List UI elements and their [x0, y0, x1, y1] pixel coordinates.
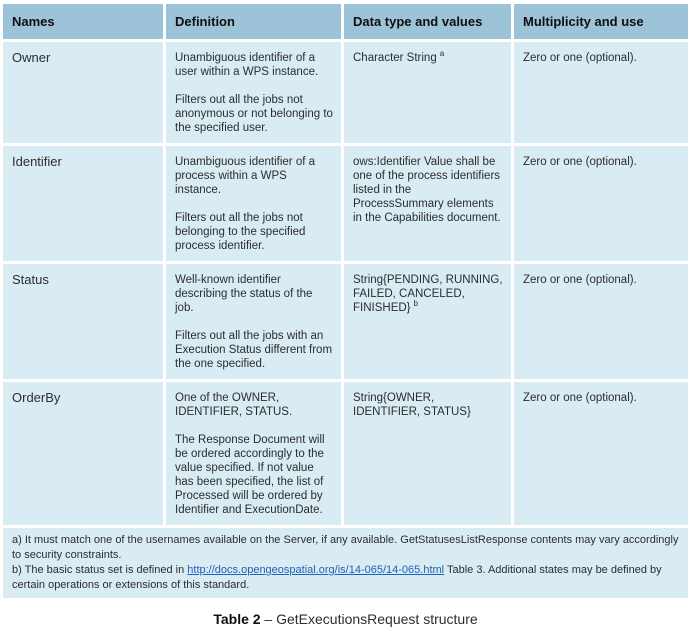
definition-paragraph: Filters out all the jobs with an Execution Status different from the one specified. — [175, 330, 333, 370]
definition-paragraph: Well-known identifier describing the status of the job. — [175, 274, 313, 314]
footnote-row — [3, 528, 688, 598]
datatype-text: String{PENDING, RUNNING, FAILED, CANCELED, FINISHED} — [353, 274, 503, 314]
definition-paragraph: Filters out all the jobs not belonging to the specified process identifier. — [175, 212, 306, 252]
column-header-definition: Definition — [166, 4, 341, 39]
cell-name: Status — [3, 264, 163, 379]
table-row — [3, 264, 688, 379]
cell-multiplicity: Zero or one (optional). — [514, 382, 688, 525]
cell-definition — [166, 42, 341, 143]
footnote-a: a) It must match one of the usernames available on the Server, if any available. GetStatusesListResponse contents may vary accordingly to security constraints. — [12, 534, 679, 561]
table-row — [3, 42, 688, 143]
footnote-spec-link[interactable]: http://docs.opengeospatial.org/is/14-065/14-065.html — [187, 564, 445, 576]
table-row — [3, 382, 688, 525]
cell-datatype — [344, 382, 511, 525]
cell-name: Identifier — [3, 146, 163, 261]
cell-multiplicity: Zero or one (optional). — [514, 264, 688, 379]
get-executions-request-table — [0, 1, 691, 601]
column-header-names: Names — [3, 4, 163, 39]
cell-multiplicity: Zero or one (optional). — [514, 146, 688, 261]
document-page — [0, 1, 691, 627]
definition-paragraph: One of the OWNER, IDENTIFIER, STATUS. — [175, 392, 293, 418]
footnote-marker: b — [413, 299, 418, 309]
table-header — [3, 4, 688, 39]
cell-datatype — [344, 146, 511, 261]
datatype-text: Character String — [353, 52, 437, 64]
cell-definition — [166, 264, 341, 379]
cell-name: Owner — [3, 42, 163, 143]
footnote-marker: a — [439, 49, 445, 59]
cell-multiplicity: Zero or one (optional). — [514, 42, 688, 143]
cell-name: OrderBy — [3, 382, 163, 525]
cell-definition — [166, 382, 341, 525]
definition-paragraph: Filters out all the jobs not anonymous or not belonging to the specified user. — [175, 94, 333, 134]
datatype-text: String{OWNER, IDENTIFIER, STATUS} — [353, 392, 471, 418]
footnote-b-text: b) The basic status set is defined in — [12, 564, 188, 576]
table-caption-title: – GetExecutionsRequest structure — [260, 611, 478, 627]
column-header-multiplicity: Multiplicity and use — [514, 4, 688, 39]
column-header-datatype: Data type and values — [344, 4, 511, 39]
cell-datatype — [344, 42, 511, 143]
footnote-b-text: Table 3. Additional states may be defined by certain operations or extensions of this standard. — [12, 564, 662, 591]
table-row — [3, 146, 688, 261]
definition-paragraph: Unambiguous identifier of a process within a WPS instance. — [175, 156, 315, 196]
cell-datatype — [344, 264, 511, 379]
datatype-text: ows:Identifier Value shall be one of the process identifiers listed in the ProcessSummary elements in the Capabilities document. — [353, 156, 501, 224]
table-caption-number: Table 2 — [213, 611, 261, 627]
definition-paragraph: Unambiguous identifier of a user within a WPS instance. — [175, 52, 319, 78]
header-row — [3, 4, 688, 39]
table-caption — [0, 611, 691, 627]
definition-paragraph: The Response Document will be ordered accordingly to the value specified. If not value has been specified, the list of Processed will be ordered by Identifier and ExecutionDate. — [175, 434, 325, 516]
footnote-b — [12, 563, 680, 593]
cell-definition — [166, 146, 341, 261]
table-footnotes — [3, 528, 688, 598]
